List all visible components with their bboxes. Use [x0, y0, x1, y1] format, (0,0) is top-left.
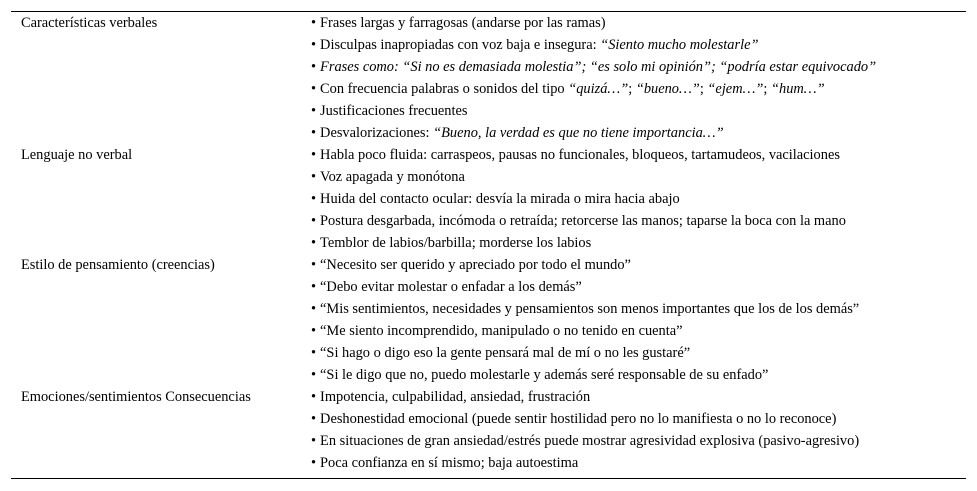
item-text: “quizá…”	[568, 81, 629, 97]
list-item	[311, 408, 836, 430]
list-item	[311, 276, 582, 298]
item-text: ;	[628, 81, 636, 97]
bullet-icon: •	[311, 125, 317, 141]
item-text: Disculpas inapropiadas con voz baja e insegura:	[320, 37, 601, 53]
item-text: “Necesito ser querido y apreciado por todo el mundo”	[320, 257, 631, 273]
list-item	[311, 56, 876, 78]
list-item	[311, 320, 683, 342]
bullet-icon: •	[311, 389, 317, 405]
item-text: Frases largas y farragosas (andarse por las ramas)	[320, 15, 606, 31]
bullet-icon: •	[311, 37, 317, 53]
category-label: Emociones/sentimientos Consecuencias	[21, 389, 251, 405]
list-item	[311, 78, 825, 100]
table-row	[11, 188, 966, 210]
bullet-icon: •	[311, 235, 317, 251]
bullet-icon: •	[311, 147, 317, 163]
bullet-icon: •	[311, 279, 317, 295]
item-text: “Si le digo que no, puedo molestarle y además seré responsable de su enfado”	[320, 367, 769, 383]
bullet-icon: •	[311, 257, 317, 273]
list-item	[311, 144, 840, 166]
table-row	[11, 12, 966, 34]
bullet-icon: •	[311, 191, 317, 207]
item-text: Habla poco fluida: carraspeos, pausas no funcionales, bloqueos, tartamudeos, vacilaciones	[320, 147, 840, 163]
list-item	[311, 298, 859, 320]
list-item	[311, 232, 591, 254]
bullet-icon: •	[311, 103, 317, 119]
table-row	[11, 122, 966, 144]
item-text: “bueno…”	[635, 81, 700, 97]
item-text: “Me siento incomprendido, manipulado o no tenido en cuenta”	[320, 323, 683, 339]
table-row	[11, 298, 966, 320]
table-row	[11, 100, 966, 122]
item-text: Postura desgarbada, incómoda o retraída; retorcerse las manos; taparse la boca con la mano	[320, 213, 846, 229]
category-label: Características verbales	[21, 15, 158, 31]
bullet-icon: •	[311, 81, 317, 97]
list-item	[311, 210, 846, 232]
table-row	[11, 56, 966, 78]
bullet-icon: •	[311, 411, 317, 427]
table-row	[11, 210, 966, 232]
item-text: Huida del contacto ocular: desvía la mirada o mira hacia abajo	[320, 191, 680, 207]
item-text: “Bueno, la verdad es que no tiene importancia…”	[433, 125, 724, 141]
item-text: Justificaciones frecuentes	[320, 103, 468, 119]
category-label: Lenguaje no verbal	[21, 147, 133, 163]
bullet-icon: •	[311, 367, 317, 383]
bullet-icon: •	[311, 433, 317, 449]
table-row	[11, 452, 966, 474]
list-item	[311, 254, 631, 276]
bullet-icon: •	[311, 323, 317, 339]
behavior-characteristics-table	[11, 12, 966, 474]
bullet-icon: •	[311, 169, 317, 185]
item-text: En situaciones de gran ansiedad/estrés puede mostrar agresividad explosiva (pasivo-agresivo)	[320, 433, 860, 449]
table-row	[11, 342, 966, 364]
bullet-icon: •	[311, 213, 317, 229]
table-row	[11, 232, 966, 254]
table-row	[11, 34, 966, 56]
list-item	[311, 100, 468, 122]
list-item	[311, 452, 578, 474]
table-row	[11, 166, 966, 188]
category-label: Estilo de pensamiento (creencias)	[21, 257, 215, 273]
item-text: “ejem…”	[707, 81, 764, 97]
item-text: “Siento mucho molestarle”	[600, 37, 759, 53]
table-row	[11, 408, 966, 430]
bullet-icon: •	[311, 301, 317, 317]
table-bottom-rule	[11, 478, 966, 479]
table-row	[11, 254, 966, 276]
table-row	[11, 364, 966, 386]
item-text: Impotencia, culpabilidad, ansiedad, frustración	[320, 389, 591, 405]
list-item	[311, 122, 724, 144]
list-item	[311, 386, 590, 408]
table-row	[11, 320, 966, 342]
item-text: Frases como: “Si no es demasiada molestia”; “es solo mi opinión”; “podría estar equivocado”	[320, 59, 877, 75]
bullet-icon: •	[311, 15, 317, 31]
item-text: Deshonestidad emocional (puede sentir hostilidad pero no lo manifiesta o no lo reconoce)	[320, 411, 837, 427]
item-text: ;	[763, 81, 771, 97]
item-text: “hum…”	[771, 81, 825, 97]
table-row	[11, 430, 966, 452]
item-text: Temblor de labios/barbilla; morderse los labios	[320, 235, 592, 251]
item-text: “Si hago o digo eso la gente pensará mal de mí o no les gustaré”	[320, 345, 691, 361]
table-row	[11, 78, 966, 100]
list-item	[311, 188, 680, 210]
item-text: Poca confianza en sí mismo; baja autoestima	[320, 455, 579, 471]
item-text: “Debo evitar molestar o enfadar a los demás”	[320, 279, 582, 295]
list-item	[311, 342, 690, 364]
list-item	[311, 430, 859, 452]
bullet-icon: •	[311, 59, 317, 75]
bullet-icon: •	[311, 455, 317, 471]
list-item	[311, 34, 758, 56]
bullet-icon: •	[311, 345, 317, 361]
table-row	[11, 276, 966, 298]
table-row	[11, 386, 966, 408]
item-text: Desvalorizaciones:	[320, 125, 434, 141]
item-text: “Mis sentimientos, necesidades y pensamientos son menos importantes que los de los demás”	[320, 301, 860, 317]
item-text: ;	[699, 81, 708, 97]
table-row	[11, 144, 966, 166]
list-item	[311, 166, 465, 188]
item-text: Voz apagada y monótona	[320, 169, 465, 185]
list-item	[311, 364, 768, 386]
list-item	[311, 12, 605, 34]
item-text: Con frecuencia palabras o sonidos del tipo	[320, 81, 569, 97]
